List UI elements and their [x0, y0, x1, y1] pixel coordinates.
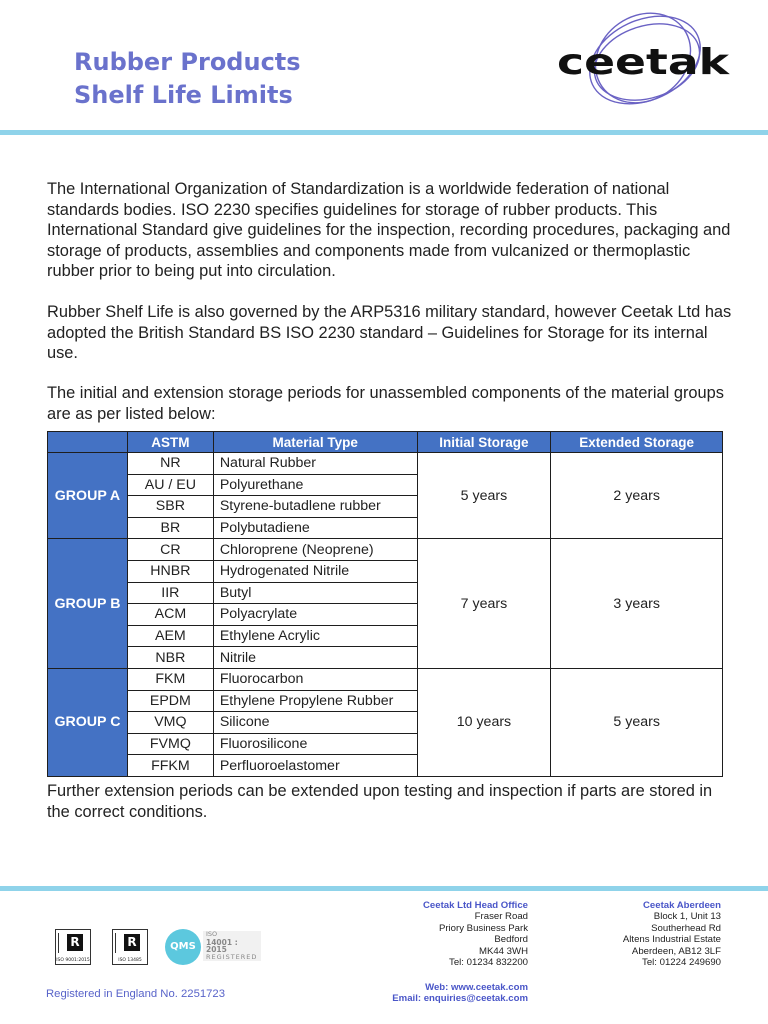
material-cell: Butyl — [213, 582, 417, 604]
astm-cell: AU / EU — [127, 474, 213, 496]
header-extended-storage: Extended Storage — [551, 432, 723, 453]
head-office-title: Ceetak Ltd Head Office — [422, 900, 528, 911]
address-line: Southerhead Rd — [651, 922, 721, 934]
material-cell: Ethylene Acrylic — [213, 625, 417, 647]
address-line: Fraser Road — [474, 911, 528, 923]
extended-storage-cell: 2 years — [551, 453, 723, 539]
badge-caption: ISO 13485 — [118, 958, 142, 963]
astm-cell: AEM — [127, 625, 213, 647]
aberdeen-address — [560, 900, 721, 968]
closing-paragraph: Further extension periods can be extended upon testing and inspection if parts are stored in the correct conditions. — [47, 782, 713, 821]
material-cell: Perfluoroelastomer — [213, 755, 417, 777]
extended-storage-cell: 5 years — [551, 668, 723, 776]
material-cell: Fluorocarbon — [213, 668, 417, 690]
intro-paragraph-2: Rubber Shelf Life is also governed by the ARP5316 military standard, however Ceetak Ltd has adopted the British Standard BS ISO 2230 standard – Guidelines for Storage for its internal use. — [47, 303, 732, 362]
address-line: Block 1, Unit 13 — [653, 911, 721, 923]
material-cell: Hydrogenated Nitrile — [213, 560, 417, 582]
header-divider — [0, 130, 768, 135]
address-line: Priory Business Park — [438, 922, 528, 934]
astm-cell: IIR — [127, 582, 213, 604]
header-material-type: Material Type — [213, 432, 417, 453]
head-office-address — [360, 900, 528, 968]
aberdeen-title: Ceetak Aberdeen — [642, 900, 721, 911]
page-title — [74, 46, 301, 112]
qms-iso14001-badge — [165, 929, 263, 965]
initial-storage-cell: 5 years — [417, 453, 551, 539]
intro-paragraph-3: The initial and extension storage periods for unassembled components of the material groups are as per listed below: — [47, 384, 724, 423]
header-initial-storage: Initial Storage — [417, 432, 551, 453]
group-c-cell: GROUP C — [48, 668, 128, 776]
title-line-1: Rubber Products — [74, 48, 301, 76]
lr-mark-icon: R — [124, 934, 140, 951]
qms-logo: QMS — [165, 929, 201, 965]
lloyds-register-iso13485-badge — [112, 929, 148, 965]
material-cell: Natural Rubber — [213, 453, 417, 475]
lr-mark-icon: R — [67, 934, 83, 951]
registration-number: Registered in England No. 2251723 — [46, 988, 225, 1000]
astm-cell: EPDM — [127, 690, 213, 712]
lloyds-register-iso9001-badge — [55, 929, 91, 965]
table-row — [48, 453, 723, 475]
iso-line-1: ISO — [206, 930, 218, 938]
material-cell: Ethylene Propylene Rubber — [213, 690, 417, 712]
astm-cell: NR — [127, 453, 213, 475]
badge-side-mark — [58, 933, 65, 953]
material-cell: Chloroprene (Neoprene) — [213, 539, 417, 561]
shelf-life-table — [47, 431, 723, 777]
header-group — [48, 432, 128, 453]
badge-caption: ISO 9001:2015 — [56, 958, 90, 963]
table-row — [48, 539, 723, 561]
ceetak-logo — [553, 12, 735, 112]
material-cell: Nitrile — [213, 647, 417, 669]
phone-line: Tel: 01234 832200 — [449, 957, 528, 969]
material-cell: Polyurethane — [213, 474, 417, 496]
astm-cell: ACM — [127, 604, 213, 626]
address-line: Bedford — [494, 934, 528, 946]
astm-cell: HNBR — [127, 560, 213, 582]
initial-storage-cell: 7 years — [417, 539, 551, 669]
address-line: MK44 3WH — [478, 945, 528, 957]
group-a-cell: GROUP A — [48, 453, 128, 539]
astm-cell: VMQ — [127, 712, 213, 734]
contact-links — [360, 982, 528, 1005]
email-link[interactable]: Email: enquiries@ceetak.com — [392, 993, 528, 1005]
astm-cell: NBR — [127, 647, 213, 669]
address-line: Aberdeen, AB12 3LF — [631, 945, 721, 957]
astm-cell: BR — [127, 517, 213, 539]
group-b-cell: GROUP B — [48, 539, 128, 669]
astm-cell: SBR — [127, 496, 213, 518]
astm-cell: FKM — [127, 668, 213, 690]
logo-wordmark: ceetak — [557, 42, 731, 83]
astm-cell: FVMQ — [127, 733, 213, 755]
intro-paragraph-1: The International Organization of Standardization is a worldwide federation of national standards bodies. ISO 2230 specifies guidelines for storage of rubber products. This International Standard give guidelines for the inspection, recording procedures, packaging and storage of products, assemblies and components made from vulcanized or thermoplastic rubber prior to being put into circulation. — [47, 180, 731, 280]
phone-line: Tel: 01224 249690 — [642, 957, 721, 969]
material-cell: Silicone — [213, 712, 417, 734]
initial-storage-cell: 10 years — [417, 668, 551, 776]
table-row — [48, 668, 723, 690]
extended-storage-cell: 3 years — [551, 539, 723, 669]
material-cell: Fluorosilicone — [213, 733, 417, 755]
header-astm: ASTM — [127, 432, 213, 453]
badge-side-mark — [115, 933, 122, 953]
iso-line-3: REGISTERED — [206, 952, 258, 961]
material-cell: Styrene-butadlene rubber — [213, 496, 417, 518]
website-link[interactable]: Web: www.ceetak.com — [425, 982, 528, 993]
astm-cell: CR — [127, 539, 213, 561]
material-cell: Polybutadiene — [213, 517, 417, 539]
table-header-row — [48, 432, 723, 453]
astm-cell: FFKM — [127, 755, 213, 777]
title-line-2: Shelf Life Limits — [74, 81, 293, 109]
address-line: Altens Industrial Estate — [622, 934, 721, 946]
iso-registration-box — [203, 931, 261, 961]
material-cell: Polyacrylate — [213, 604, 417, 626]
iso-line-2: 14001 : 2015 — [206, 937, 238, 954]
footer-divider — [0, 886, 768, 891]
